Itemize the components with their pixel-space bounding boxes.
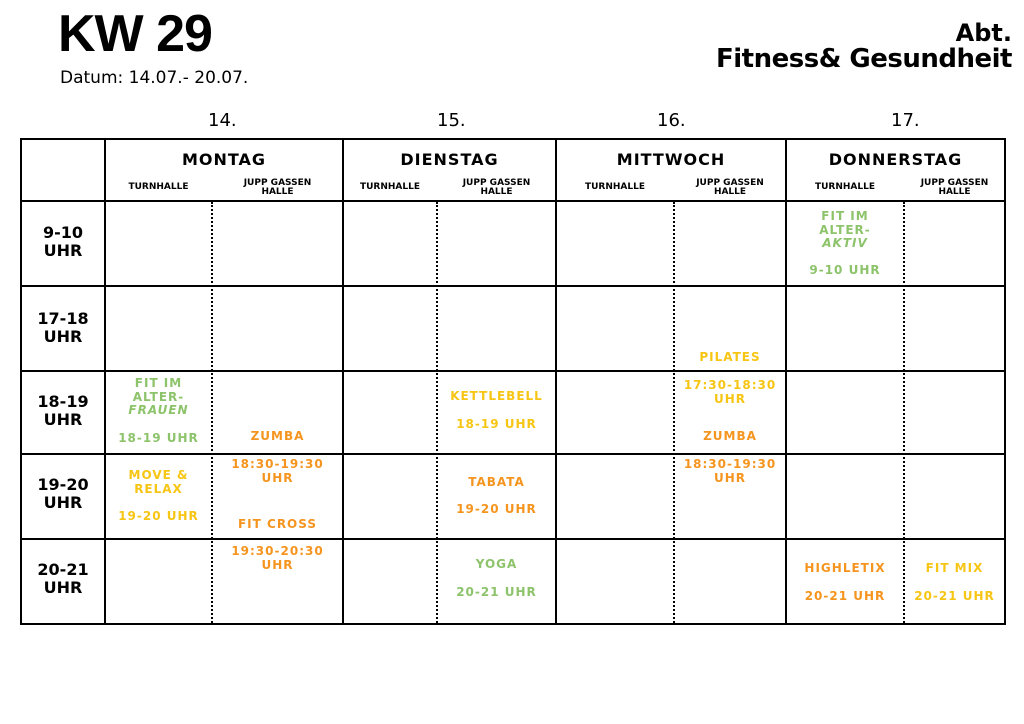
hall-jupp-line1: JUPP GASSEN [920, 178, 989, 188]
department-title [716, 20, 1012, 72]
hall-jupp-line2: HALLE [938, 187, 971, 197]
class-time [675, 379, 785, 406]
hall-divider [903, 202, 905, 623]
class-highletix: HIGHLETIX [804, 561, 886, 575]
class-kettlebell: KETTLEBELL [450, 389, 543, 403]
class-time: 20-21 UHR [456, 585, 537, 599]
grid-line [20, 538, 1006, 540]
time-unit: UHR [43, 327, 83, 346]
day-thursday: DONNERSTAG [828, 150, 963, 169]
class-name: AKTIV [822, 236, 868, 250]
class-time [675, 458, 785, 485]
time-label: 20-21 [37, 560, 89, 579]
class-move-relax [106, 469, 211, 496]
grid-line [555, 138, 557, 625]
department-line-2: Fitness& Gesundheit [716, 44, 1012, 74]
time-label: 9-10 [42, 223, 84, 242]
class-yoga: YOGA [475, 557, 518, 571]
grid-line [20, 200, 1006, 202]
grid-line [342, 138, 344, 625]
grid-line [20, 138, 22, 625]
hall-turnhalle-wed: TURNHALLE [584, 182, 646, 192]
class-fit-im-alter-frauen [106, 377, 211, 418]
hall-jupp-line1: JUPP GASSEN [462, 178, 531, 188]
time-unit: UHR [43, 410, 83, 429]
time-label: 19-20 [37, 475, 89, 494]
time-slot-20-21 [22, 561, 104, 597]
class-time-line: UHR [261, 557, 294, 572]
date-thursday: 17. [891, 110, 920, 131]
grid-line [20, 623, 1006, 625]
time-slot-17-18 [22, 310, 104, 346]
hall-turnhalle-mon: TURNHALLE [128, 182, 189, 192]
hall-jupp-line2: HALLE [713, 187, 747, 197]
time-slot-19-20 [22, 476, 104, 512]
class-fit-cross: FIT CROSS [237, 517, 318, 531]
day-wednesday: MITTWOCH [616, 150, 726, 169]
time-label: 18-19 [37, 392, 89, 411]
class-time-line: UHR [713, 470, 747, 485]
date-tuesday: 15. [437, 110, 466, 131]
class-time: 9-10 UHR [809, 263, 881, 277]
class-fit-mix: FIT MIX [925, 561, 984, 575]
week-title: KW 29 [58, 5, 212, 63]
class-time [213, 458, 342, 485]
class-time: 19-20 UHR [118, 509, 199, 523]
class-tabata: TABATA [468, 475, 525, 489]
class-name: FRAUEN [128, 403, 189, 417]
class-name: FIT IM [821, 209, 869, 223]
class-name: RELAX [134, 481, 183, 496]
time-slot-9-10 [22, 224, 104, 260]
class-name: MOVE & [128, 468, 189, 482]
hall-jupp-mon [213, 179, 342, 197]
class-name: ALTER- [132, 389, 185, 404]
hall-jupp-wed [675, 179, 785, 197]
department-line-1: Abt. [955, 19, 1012, 47]
hall-turnhalle-thu: TURNHALLE [814, 182, 876, 192]
time-unit: UHR [43, 493, 83, 512]
class-time-line: 19:30-20:30 [231, 544, 324, 558]
class-time-line: 18:30-19:30 [231, 457, 324, 471]
class-fit-im-alter-aktiv [787, 210, 903, 251]
class-time-line: UHR [261, 470, 294, 485]
hall-divider [673, 202, 675, 623]
class-time: 18-19 UHR [456, 417, 537, 431]
grid-line [20, 370, 1006, 372]
class-time: 18-19 UHR [118, 431, 199, 445]
date-range: Datum: 14.07.- 20.07. [60, 68, 249, 88]
class-time-line: 17:30-18:30 [683, 378, 777, 392]
grid-line [20, 453, 1006, 455]
class-time: 20-21 UHR [804, 589, 886, 603]
hall-jupp-line1: JUPP GASSEN [696, 178, 764, 188]
class-zumba: ZUMBA [703, 429, 757, 443]
date-monday: 14. [208, 110, 237, 131]
grid-line [20, 138, 1006, 140]
class-zumba: ZUMBA [250, 429, 305, 443]
day-tuesday: DIENSTAG [400, 150, 499, 169]
time-unit: UHR [43, 241, 83, 260]
day-monday: MONTAG [181, 150, 267, 169]
hall-jupp-line2: HALLE [480, 187, 513, 197]
hall-turnhalle-tue: TURNHALLE [359, 182, 421, 192]
class-pilates: PILATES [699, 350, 761, 364]
class-time: 19-20 UHR [456, 502, 537, 516]
time-unit: UHR [43, 578, 83, 597]
class-time-line: UHR [713, 391, 747, 406]
class-time [213, 545, 342, 572]
date-wednesday: 16. [657, 110, 686, 131]
time-label: 17-18 [37, 309, 89, 328]
hall-jupp-thu [905, 179, 1004, 197]
class-name: FIT IM [134, 376, 183, 390]
grid-line [20, 285, 1006, 287]
class-time-line: 18:30-19:30 [683, 457, 777, 471]
time-slot-18-19 [22, 393, 104, 429]
class-time: 20-21 UHR [914, 589, 995, 603]
hall-jupp-line1: JUPP GASSEN [243, 178, 312, 188]
class-name: ALTER- [819, 222, 871, 237]
hall-jupp-tue [438, 179, 555, 197]
grid-line [1004, 138, 1006, 625]
hall-jupp-line2: HALLE [261, 187, 294, 197]
